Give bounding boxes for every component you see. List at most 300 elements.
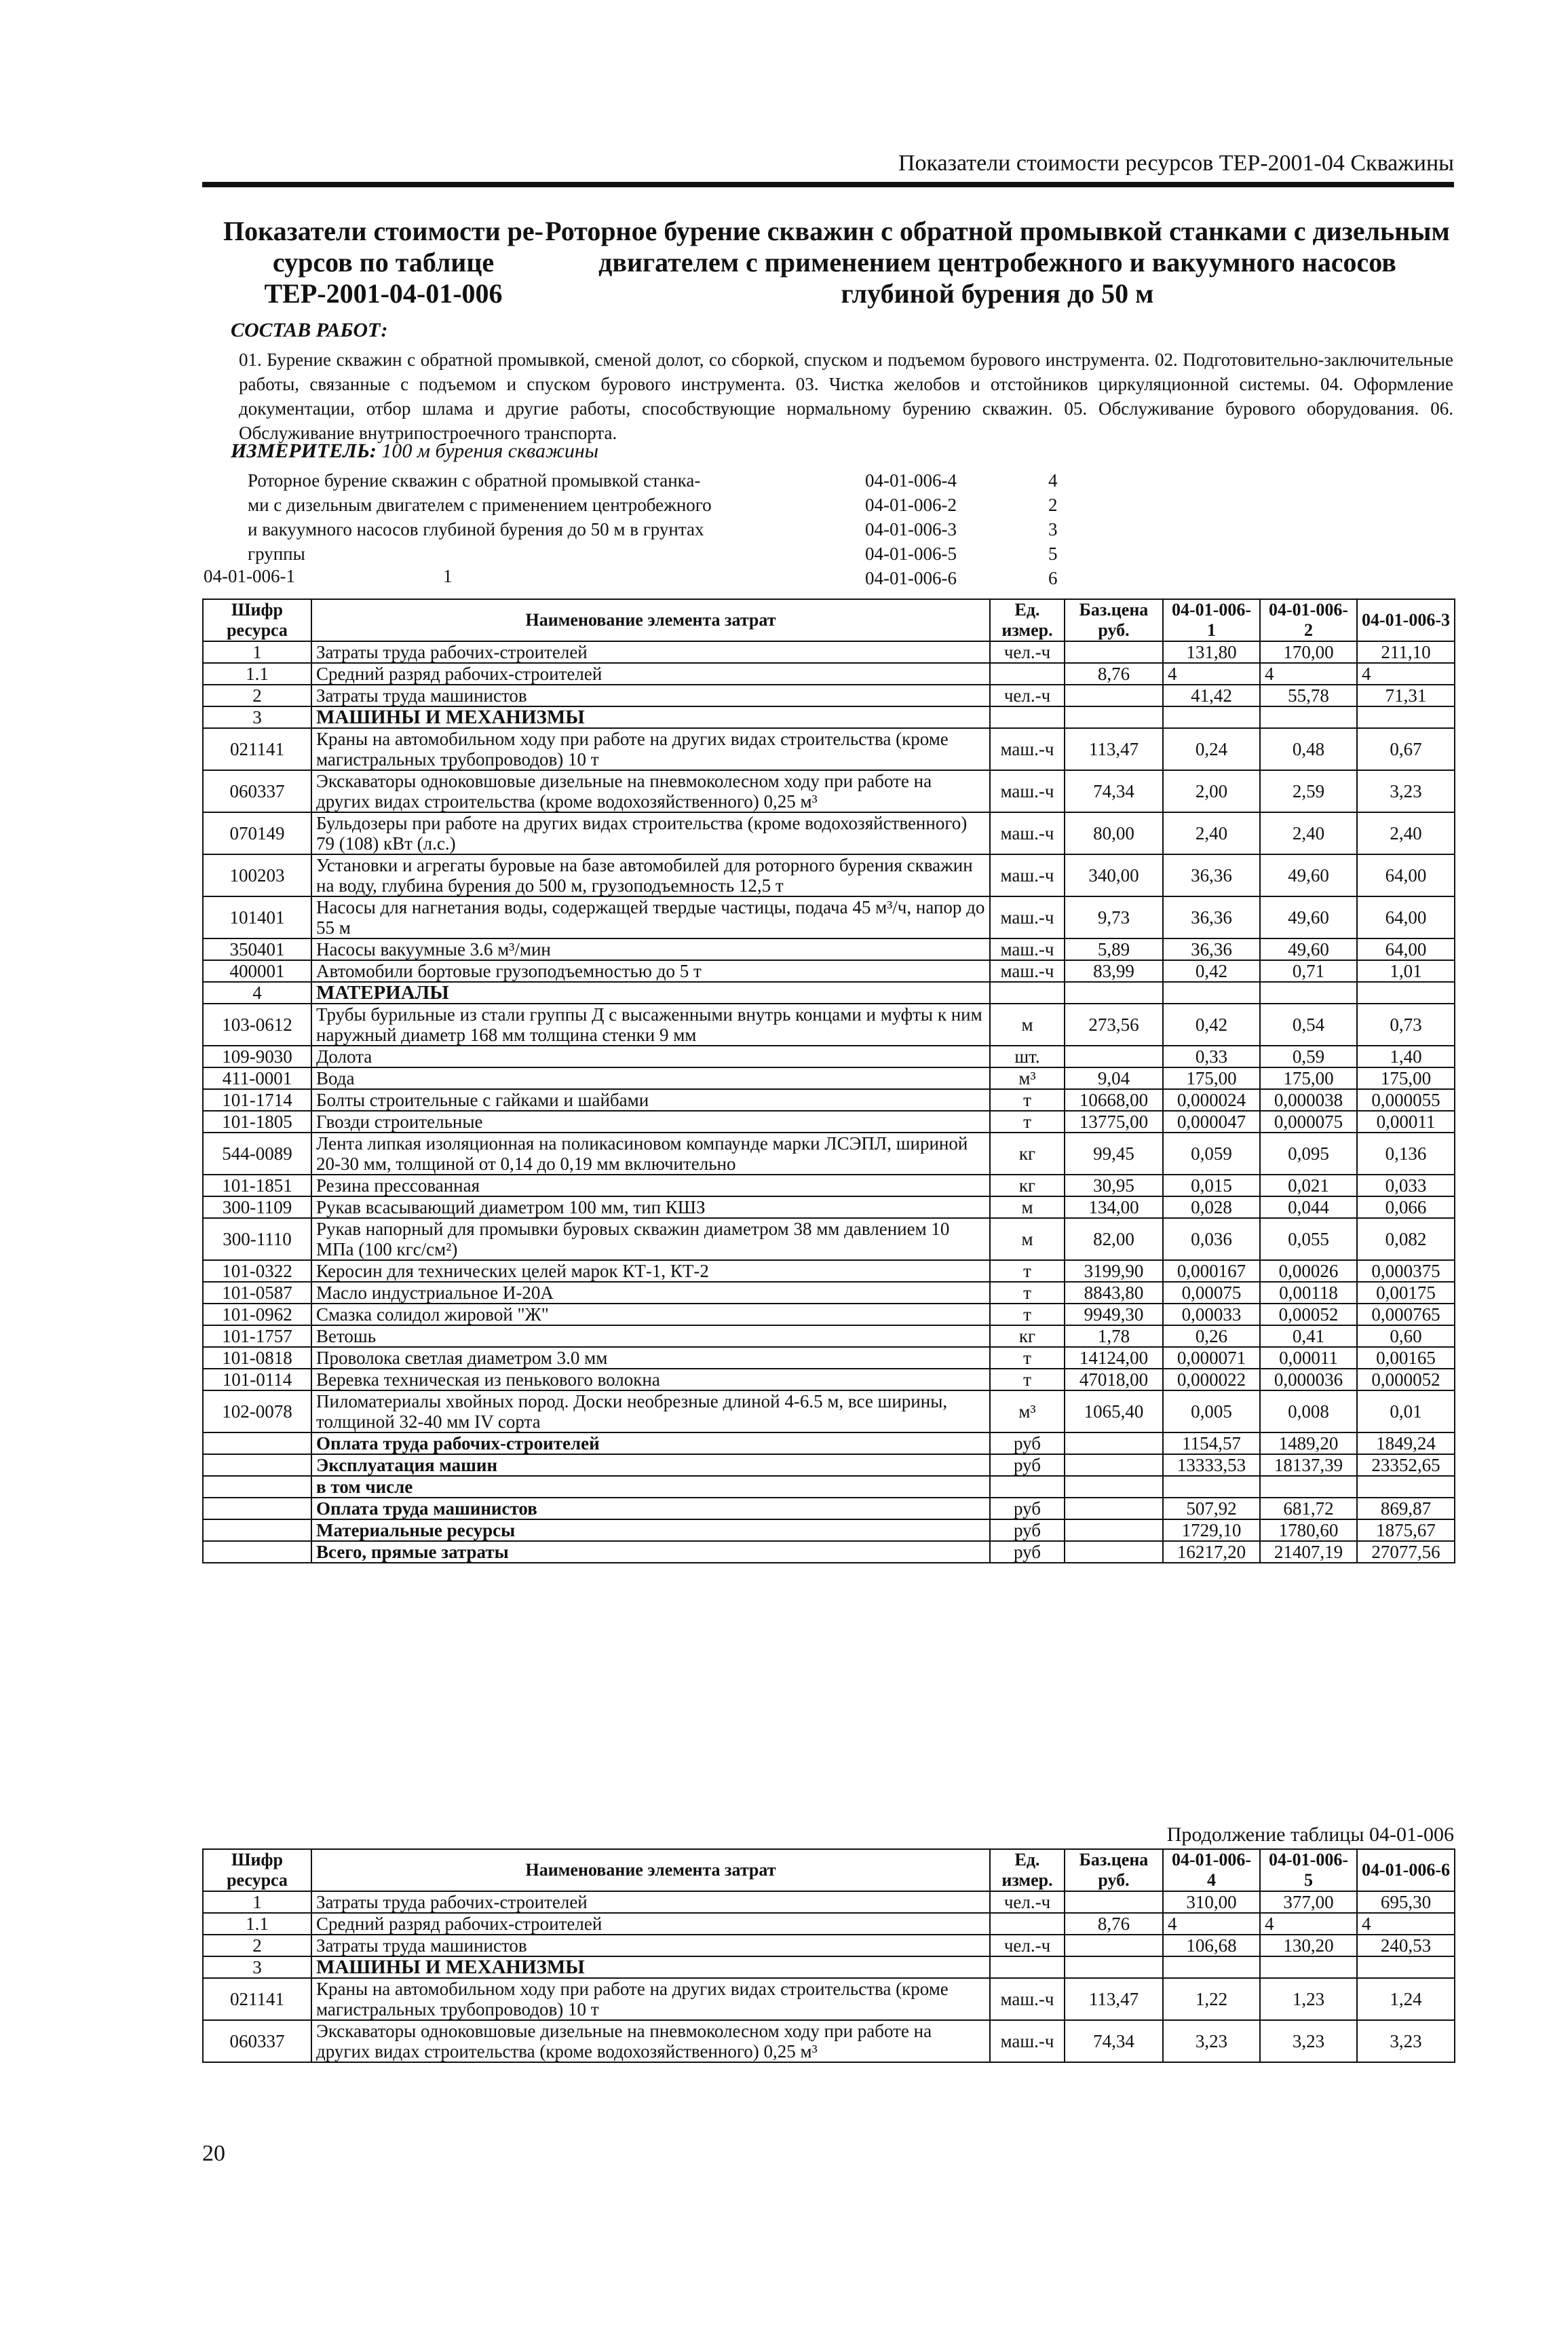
table-cell: 0,000047 [1163,1111,1260,1133]
total-row [203,1476,1455,1498]
table-cell: 0,059 [1163,1133,1260,1175]
table-cell: 1 [203,1891,311,1913]
table-cell: 4 [1357,1913,1455,1935]
table-cell: чел.-ч [990,1935,1065,1956]
table-cell: 0,00011 [1260,1347,1357,1369]
table-row [203,1067,1455,1089]
table-row [203,812,1455,854]
table-cell: 4 [1260,663,1357,685]
table-cell: Трубы бурильные из стали группы Д с высаженными внутрь концами и муфты к ним наружный диаметр 168 мм толщина стенки 9 мм [311,1004,990,1046]
right-title-line: глубиной бурения до 50 м [841,278,1154,309]
table-cell: МАШИНЫ И МЕХАНИЗМЫ [311,1956,990,1978]
rotor-num: 4 [1048,470,1058,491]
table-cell: 0,015 [1163,1175,1260,1196]
table-row [203,938,1455,960]
total-cell: руб [990,1498,1065,1519]
table-cell: 060337 [203,770,311,812]
table-cell: маш.-ч [990,812,1065,854]
total-row [203,1432,1455,1454]
total-cell: Оплата труда машинистов [311,1498,990,1519]
empty-cell [1065,1519,1163,1541]
table-cell: 0,000022 [1163,1369,1260,1390]
table-row [203,1133,1455,1175]
table-cell: Веревка техническая из пенькового волокна [311,1369,990,1390]
table-cell: 695,30 [1357,1891,1455,1913]
table-cell: 0,005 [1163,1390,1260,1432]
table-cell: 377,00 [1260,1891,1357,1913]
table-row [203,1935,1455,1956]
table-row [203,1347,1455,1369]
cost-table-2 [202,1848,1455,2063]
total-cell: руб [990,1432,1065,1454]
table-cell: 100203 [203,854,311,896]
table-cell [1065,1046,1163,1067]
rotor-nums [1048,468,1058,590]
header-cell: 04-01-006-6 [1357,1849,1455,1891]
header-cell: Шифр ресурса [203,1849,311,1891]
table-cell: 2,40 [1163,812,1260,854]
table-cell: м³ [990,1067,1065,1089]
table-cell [1260,982,1357,1004]
total-cell: 869,87 [1357,1498,1455,1519]
table-cell: 1,78 [1065,1325,1163,1347]
measure-label: ИЗМЕРИТЕЛЬ: [231,440,377,462]
rotor-num: 5 [1048,544,1058,564]
table-row [203,896,1455,938]
total-cell [1357,1476,1455,1498]
table-cell: 4 [1357,663,1455,685]
header-cell: 04-01-006-2 [1260,599,1357,641]
table-cell: 101-0114 [203,1369,311,1390]
table-cell: 2,40 [1357,812,1455,854]
table-cell: 3,23 [1357,770,1455,812]
table-cell [990,663,1065,685]
table-cell: 0,000075 [1260,1111,1357,1133]
table-cell [1260,1956,1357,1978]
table-cell: т [990,1282,1065,1304]
total-cell [1260,1476,1357,1498]
table-cell: 36,36 [1163,938,1260,960]
table-cell: 99,45 [1065,1133,1163,1175]
total-cell: 507,92 [1163,1498,1260,1519]
table-cell: кг [990,1175,1065,1196]
table-cell: 5,89 [1065,938,1163,960]
table-cell: 134,00 [1065,1196,1163,1218]
table-cell: Лента липкая изоляционная на поликасиновом компаунде марки ЛСЭПЛ, шириной 20-30 мм, толщиной от 0,14 до 0,19 мм включительно [311,1133,990,1175]
total-cell: 23352,65 [1357,1454,1455,1476]
total-cell: 1729,10 [1163,1519,1260,1541]
table-row [203,641,1455,663]
header-cell: 04-01-006-1 [1163,599,1260,641]
table-cell [1357,1956,1455,1978]
table-cell: Экскаваторы одноковшовые дизельные на пневмоколесном ходу при работе на других видах строительства (кроме водохозяйственного) 0,25 м³ [311,2020,990,2062]
rotor-line: и вакуумного насосов глубиной бурения до 50 м в грунтах [248,519,704,539]
table-cell: 83,99 [1065,960,1163,982]
table-cell: 0,54 [1260,1004,1357,1046]
table-cell: Экскаваторы одноковшовые дизельные на пневмоколесном ходу при работе на других видах строительства (кроме водохозяйственного) 0,25 м³ [311,770,990,812]
table-cell: 102-0078 [203,1390,311,1432]
table-cell: чел.-ч [990,1891,1065,1913]
table-cell: Смазка солидол жировой "Ж" [311,1304,990,1325]
table-cell: 1,22 [1163,1978,1260,2020]
table-cell: 8843,80 [1065,1282,1163,1304]
total-cell: 681,72 [1260,1498,1357,1519]
cost-table-1 [202,599,1455,1563]
table-cell: Краны на автомобильном ходу при работе на других видах строительства (кроме магистральных трубопроводов) 10 т [311,728,990,770]
table-cell [1065,706,1163,728]
table-row [203,1978,1455,2020]
rotor-num: 3 [1048,519,1058,539]
table-cell: 101-1851 [203,1175,311,1196]
total-cell: руб [990,1519,1065,1541]
total-row [203,1519,1455,1541]
table-cell: 0,42 [1163,960,1260,982]
table-cell: 109-9030 [203,1046,311,1067]
rotor-code: 04-01-006-5 [865,544,957,564]
table-cell: 3,23 [1357,2020,1455,2062]
rotor-line: группы [248,544,305,564]
table-row [203,770,1455,812]
table-row [203,663,1455,685]
table-row [203,728,1455,770]
continuation-label: Продолжение таблицы 04-01-006 [1166,1823,1454,1846]
table-row [203,1089,1455,1111]
table-cell: 0,021 [1260,1175,1357,1196]
table-cell: 1,24 [1357,1978,1455,2020]
table-cell: 13775,00 [1065,1111,1163,1133]
table-cell: т [990,1260,1065,1282]
table-cell: чел.-ч [990,685,1065,706]
table-cell: 0,00026 [1260,1260,1357,1282]
table-cell: 0,00175 [1357,1282,1455,1304]
table-row [203,1046,1455,1067]
table-cell: Масло индустриальное И-20А [311,1282,990,1304]
table-cell [1065,982,1163,1004]
table-cell: 1,23 [1260,1978,1357,2020]
total-cell: Эксплуатация машин [311,1454,990,1476]
rotor-line: ми с дизельным двигателем с применением центробежного [248,495,712,515]
left-title [204,216,563,309]
table-cell: Ветошь [311,1325,990,1347]
empty-cell [1065,1476,1163,1498]
table-cell: 0,00165 [1357,1347,1455,1369]
table-cell: 0,000055 [1357,1089,1455,1111]
empty-cell [203,1498,311,1519]
header-cell: Наименование элемента затрат [311,1849,990,1891]
table-cell: 400001 [203,960,311,982]
left-title-line: сурсов по таблице [272,247,495,278]
table-row [203,1260,1455,1282]
rotor-line: Роторное бурение скважин с обратной промывкой станка- [248,470,701,491]
table-cell: 0,044 [1260,1196,1357,1218]
right-title [543,216,1452,309]
rotor-code: 04-01-006-2 [865,495,957,515]
table-cell: 10668,00 [1065,1089,1163,1111]
composition-label: СОСТАВ РАБОТ: [231,319,388,341]
empty-cell [1065,1432,1163,1454]
table-cell: 36,36 [1163,896,1260,938]
header-rule [202,182,1454,187]
table-cell: 1,40 [1357,1046,1455,1067]
table-cell: 0,33 [1163,1046,1260,1067]
table-cell: Болты строительные с гайками и шайбами [311,1089,990,1111]
table-cell: 211,10 [1357,641,1455,663]
table-cell: Затраты труда машинистов [311,685,990,706]
total-row [203,1498,1455,1519]
total-cell: 1780,60 [1260,1519,1357,1541]
table-cell: 340,00 [1065,854,1163,896]
table-cell: 0,48 [1260,728,1357,770]
table-row [203,685,1455,706]
table-cell: 0,000038 [1260,1089,1357,1111]
table-cell: МАТЕРИАЛЫ [311,982,990,1004]
table-cell: 0,055 [1260,1218,1357,1260]
table-cell: м³ [990,1390,1065,1432]
table-cell [990,706,1065,728]
table-cell: т [990,1369,1065,1390]
table-cell: 101-1805 [203,1111,311,1133]
table-cell: 0,00075 [1163,1282,1260,1304]
table-cell: 021141 [203,1978,311,2020]
table-cell: т [990,1304,1065,1325]
total-cell: Всего, прямые затраты [311,1541,990,1563]
table-cell: 55,78 [1260,685,1357,706]
table-cell: м [990,1004,1065,1046]
table-cell: 113,47 [1065,1978,1163,2020]
total-cell: 1489,20 [1260,1432,1357,1454]
table-cell [1065,1935,1163,1956]
table-cell: 273,56 [1065,1004,1163,1046]
table-cell [1065,685,1163,706]
table-cell: 300-1110 [203,1218,311,1260]
table-cell: чел.-ч [990,641,1065,663]
running-header: Показатели стоимости ресурсов ТЕР-2001-04 Скважины [898,151,1454,176]
table-cell: 8,76 [1065,1913,1163,1935]
table-cell: 9,04 [1065,1067,1163,1089]
table-cell: т [990,1089,1065,1111]
table-row [203,1913,1455,1935]
measure [231,440,598,463]
table-cell: 0,000036 [1260,1369,1357,1390]
measure-value: 100 м бурения скважины [381,440,599,462]
table-cell: 2,00 [1163,770,1260,812]
total-cell: руб [990,1454,1065,1476]
table-row [203,1218,1455,1260]
table-cell: 4 [1260,1913,1357,1935]
empty-cell [203,1519,311,1541]
table-cell: 0,00118 [1260,1282,1357,1304]
table-cell: 106,68 [1163,1935,1260,1956]
table-cell: 2 [203,685,311,706]
table-cell [1065,641,1163,663]
table-cell: Краны на автомобильном ходу при работе на других видах строительства (кроме магистральных трубопроводов) 10 т [311,1978,990,2020]
rotor-code: 04-01-006-3 [865,519,957,539]
table-cell: 3 [203,1956,311,1978]
table-cell: кг [990,1325,1065,1347]
table-cell: Средний разряд рабочих-строителей [311,1913,990,1935]
table-cell: 0,67 [1357,728,1455,770]
table-cell: Средний разряд рабочих-строителей [311,663,990,685]
table-cell: 101-0322 [203,1260,311,1282]
table-cell: 101-0962 [203,1304,311,1325]
empty-cell [1065,1454,1163,1476]
table-cell: т [990,1111,1065,1133]
table-row [203,1304,1455,1325]
table-cell: 0,136 [1357,1133,1455,1175]
table-cell: Насосы для нагнетания воды, содержащей твердые частицы, подача 45 м³/ч, напор до 55 м [311,896,990,938]
rotor-num: 2 [1048,495,1058,515]
table-cell: 070149 [203,812,311,854]
table-cell [1163,982,1260,1004]
page-number: 20 [202,2141,225,2166]
rotor-last-num: 1 [442,566,453,586]
table-cell [1260,706,1357,728]
table-cell: м [990,1196,1065,1218]
table-cell: 0,00033 [1163,1304,1260,1325]
table-cell: 0,59 [1260,1046,1357,1067]
table-cell: 0,033 [1357,1175,1455,1196]
header-cell: Ед. измер. [990,1849,1065,1891]
table-cell: 1065,40 [1065,1390,1163,1432]
table-cell: т [990,1347,1065,1369]
total-cell: 16217,20 [1163,1541,1260,1563]
rotor-codes [865,468,957,590]
table-cell: маш.-ч [990,728,1065,770]
table-cell: 3 [203,706,311,728]
table-cell: 175,00 [1260,1067,1357,1089]
left-title-line: Показатели стоимости ре- [223,216,543,246]
table-cell: 0,008 [1260,1390,1357,1432]
table-cell: Рукав напорный для промывки буровых скважин диаметром 38 мм давлением 10 МПа (100 кгс/см²) [311,1218,990,1260]
table-cell: Насосы вакуумные 3.6 м³/мин [311,938,990,960]
empty-cell [1065,1498,1163,1519]
total-cell: 1154,57 [1163,1432,1260,1454]
table-row [203,1390,1455,1432]
right-title-line: Роторное бурение скважин с обратной промывкой станками с дизельным [545,216,1450,246]
table-cell [1357,982,1455,1004]
table-cell: 2,59 [1260,770,1357,812]
total-row [203,1541,1455,1563]
table-cell [990,1913,1065,1935]
table-cell: 1,01 [1357,960,1455,982]
table-cell: 103-0612 [203,1004,311,1046]
table-cell: 2 [203,1935,311,1956]
table-cell: 0,71 [1260,960,1357,982]
rotor-code: 04-01-006-6 [865,568,957,588]
table-header-row [203,1849,1455,1891]
table-cell: Рукав всасывающий диаметром 100 мм, тип КШЗ [311,1196,990,1218]
table-cell: 64,00 [1357,854,1455,896]
table-cell: 71,31 [1357,685,1455,706]
table-cell: 9949,30 [1065,1304,1163,1325]
table-row [203,960,1455,982]
header-cell: 04-01-006-5 [1260,1849,1357,1891]
table-cell: 4 [203,982,311,1004]
table-cell: 0,24 [1163,728,1260,770]
table-cell: кг [990,1133,1065,1175]
table-cell: 0,42 [1163,1004,1260,1046]
table-cell: 021141 [203,728,311,770]
total-cell: в том числе [311,1476,990,1498]
table-cell: МАШИНЫ И МЕХАНИЗМЫ [311,706,990,728]
table-cell: м [990,1218,1065,1260]
table-row [203,1956,1455,1978]
total-cell: 27077,56 [1357,1541,1455,1563]
table-cell: 170,00 [1260,641,1357,663]
table-cell: 060337 [203,2020,311,2062]
table-cell: Пиломатериалы хвойных пород. Доски необрезные длиной 4-6.5 м, все ширины, толщиной 32-40 мм IV сорта [311,1390,990,1432]
empty-cell [203,1432,311,1454]
header-cell: Шифр ресурса [203,599,311,641]
table-cell: 411-0001 [203,1067,311,1089]
table-cell: 113,47 [1065,728,1163,770]
table-header-row [203,599,1455,641]
table-row [203,1369,1455,1390]
table-cell: 47018,00 [1065,1369,1163,1390]
table-cell: 130,20 [1260,1935,1357,1956]
table-cell: 0,028 [1163,1196,1260,1218]
table-row [203,1325,1455,1347]
table-cell: 64,00 [1357,938,1455,960]
rotor-last-code: 04-01-006-1 [204,566,295,586]
rotor-last-line [204,566,600,587]
table-cell: 3199,90 [1065,1260,1163,1282]
table-cell: 101401 [203,896,311,938]
table-cell: 30,95 [1065,1175,1163,1196]
table-cell: Затраты труда рабочих-строителей [311,1891,990,1913]
table-cell: маш.-ч [990,854,1065,896]
table-cell: Резина прессованная [311,1175,990,1196]
table-cell: 101-0587 [203,1282,311,1304]
table-cell: 80,00 [1065,812,1163,854]
total-cell: 21407,19 [1260,1541,1357,1563]
table-row [203,1111,1455,1133]
table-cell: 0,000765 [1357,1304,1455,1325]
table-cell: маш.-ч [990,960,1065,982]
table-cell: маш.-ч [990,896,1065,938]
table-cell: 0,000071 [1163,1347,1260,1369]
table-row [203,854,1455,896]
table-cell: 36,36 [1163,854,1260,896]
table-cell: маш.-ч [990,1978,1065,2020]
table-cell [1163,1956,1260,1978]
header-cell: Баз.цена руб. [1065,599,1163,641]
table-cell: 300-1109 [203,1196,311,1218]
table-cell: 0,00052 [1260,1304,1357,1325]
table-cell: 101-1757 [203,1325,311,1347]
table-row [203,1004,1455,1046]
table-cell: маш.-ч [990,938,1065,960]
empty-cell [203,1476,311,1498]
table-cell: маш.-ч [990,770,1065,812]
table-cell: 0,60 [1357,1325,1455,1347]
table-cell: 74,34 [1065,2020,1163,2062]
table-row [203,1175,1455,1196]
total-cell: 13333,53 [1163,1454,1260,1476]
total-cell: Материальные ресурсы [311,1519,990,1541]
empty-cell [203,1454,311,1476]
table-cell [1357,706,1455,728]
table-cell [1163,706,1260,728]
table-cell: 8,76 [1065,663,1163,685]
table-cell: маш.-ч [990,2020,1065,2062]
table-cell: 0,066 [1357,1196,1455,1218]
table-cell: 0,000167 [1163,1260,1260,1282]
table-cell: 9,73 [1065,896,1163,938]
right-title-line: двигателем с применением центробежного и вакуумного насосов [598,247,1396,278]
table-cell [990,982,1065,1004]
table-cell: 0,095 [1260,1133,1357,1175]
